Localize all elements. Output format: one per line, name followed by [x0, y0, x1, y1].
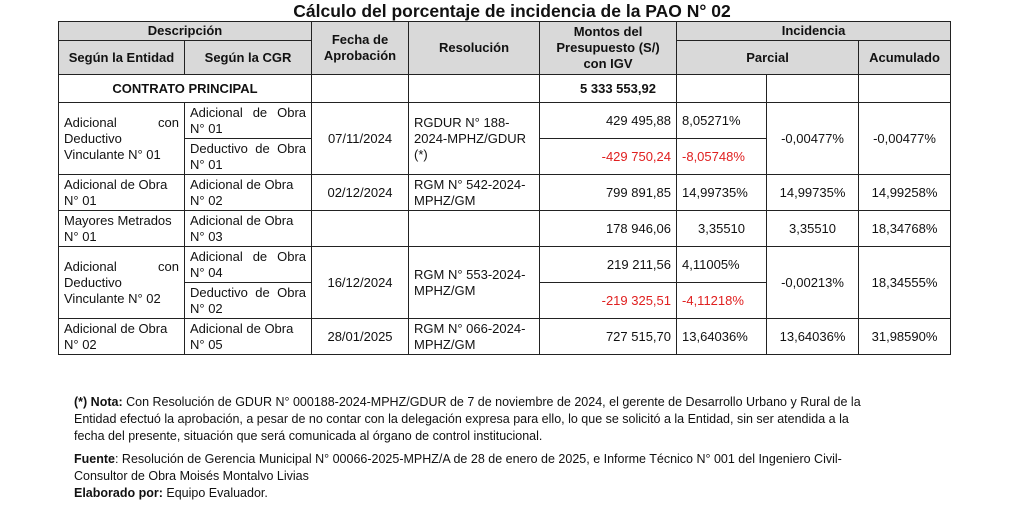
nota-paragraph [74, 394, 874, 445]
header-descripcion: Descripción [59, 22, 312, 41]
acumulado-cell: 18,34555% [859, 247, 951, 319]
parcial-cell: -0,00213% [767, 247, 859, 319]
header-incidencia: Incidencia [677, 22, 951, 41]
elaborado-paragraph [74, 485, 874, 502]
entidad-cell: Mayores Metrados N° 01 [59, 211, 185, 247]
cgr-cell: Adicional de Obra N° 02 [185, 175, 312, 211]
monto-cell: 178 946,06 [540, 211, 677, 247]
contrato-monto: 5 333 553,92 [540, 75, 677, 103]
cgr-cell: Deductivo de Obra N° 01 [185, 139, 312, 175]
header-segun-cgr: Según la CGR [185, 41, 312, 75]
header-acumulado: Acumulado [859, 41, 951, 75]
monto-cell: 727 515,70 [540, 319, 677, 355]
resolucion-cell: RGM N° 553-2024-MPHZ/GM [409, 247, 540, 319]
resolucion-cell [409, 211, 540, 247]
cgr-cell: Adicional de Obra N° 03 [185, 211, 312, 247]
header-fecha: Fecha de Aprobación [312, 22, 409, 75]
entidad-cell: Adicional con Deductivo Vinculante N° 01 [59, 103, 185, 175]
acumulado-cell: 18,34768% [859, 211, 951, 247]
pct-cell: -8,05748% [677, 139, 767, 175]
header-segun-entidad: Según la Entidad [59, 41, 185, 75]
pct-cell: 13,64036% [677, 319, 767, 355]
fecha-cell: 16/12/2024 [312, 247, 409, 319]
parcial-cell: 13,64036% [767, 319, 859, 355]
header-parcial: Parcial [677, 41, 859, 75]
nota-label: (*) Nota: [74, 395, 123, 409]
fuente-label: Fuente [74, 452, 115, 466]
entidad-cell: Adicional de Obra N° 02 [59, 319, 185, 355]
header-montos: Montos del Presupuesto (S/) con IGV [540, 22, 677, 75]
resolucion-cell: RGDUR N° 188-2024-MPHZ/GDUR (*) [409, 103, 540, 175]
resolucion-cell: RGM N° 542-2024-MPHZ/GM [409, 175, 540, 211]
pct-cell: 8,05271% [677, 103, 767, 139]
parcial-cell: 14,99735% [767, 175, 859, 211]
incidence-table [58, 21, 951, 355]
cgr-cell: Adicional de Obra N° 04 [185, 247, 312, 283]
entidad-cell: Adicional con Deductivo Vinculante N° 02 [59, 247, 185, 319]
monto-cell: -429 750,24 [540, 139, 677, 175]
acumulado-cell: -0,00477% [859, 103, 951, 175]
monto-cell: 429 495,88 [540, 103, 677, 139]
elaborado-text: Equipo Evaluador. [166, 486, 268, 500]
header-resolucion: Resolución [409, 22, 540, 75]
acumulado-cell: 31,98590% [859, 319, 951, 355]
fuente-text: : Resolución de Gerencia Municipal N° 00066-2025-MPHZ/A de 28 de enero de 2025, e Informe Técnico N° 001 del Ingeniero Civil-Consultor de Obra Moisés Montalvo Livias [74, 452, 842, 483]
notes-block [74, 394, 874, 502]
nota-text: Con Resolución de GDUR N° 000188-2024-MPHZ/GDUR de 7 de noviembre de 2024, el gerente de Desarrollo Urbano y Rural de la Entidad efectuó la aprobación, a pesar de no contar con la delegación expresa para ello, lo que se solicitó a la Entidad, sin ser atendida a la fecha del presente, situación que será comunicada al órgano de control institucional. [74, 395, 861, 443]
fecha-cell [312, 211, 409, 247]
elaborado-label: Elaborado por: [74, 486, 163, 500]
fecha-cell: 02/12/2024 [312, 175, 409, 211]
monto-cell: 219 211,56 [540, 247, 677, 283]
parcial-cell: 3,35510 [767, 211, 859, 247]
pct-cell: -4,11218% [677, 283, 767, 319]
fecha-cell: 07/11/2024 [312, 103, 409, 175]
parcial-cell: -0,00477% [767, 103, 859, 175]
acumulado-cell: 14,99258% [859, 175, 951, 211]
pct-cell: 14,99735% [677, 175, 767, 211]
contrato-label: CONTRATO PRINCIPAL [59, 75, 312, 103]
monto-cell: 799 891,85 [540, 175, 677, 211]
pct-cell: 3,35510 [677, 211, 767, 247]
entidad-cell: Adicional de Obra N° 01 [59, 175, 185, 211]
resolucion-cell: RGM N° 066-2024-MPHZ/GM [409, 319, 540, 355]
cgr-cell: Adicional de Obra N° 05 [185, 319, 312, 355]
fuente-paragraph [74, 451, 874, 485]
fecha-cell: 28/01/2025 [312, 319, 409, 355]
cgr-cell: Deductivo de Obra N° 02 [185, 283, 312, 319]
table-title: Cálculo del porcentaje de incidencia de la PAO N° 02 [293, 1, 731, 21]
cgr-cell: Adicional de Obra N° 01 [185, 103, 312, 139]
pct-cell: 4,11005% [677, 247, 767, 283]
monto-cell: -219 325,51 [540, 283, 677, 319]
